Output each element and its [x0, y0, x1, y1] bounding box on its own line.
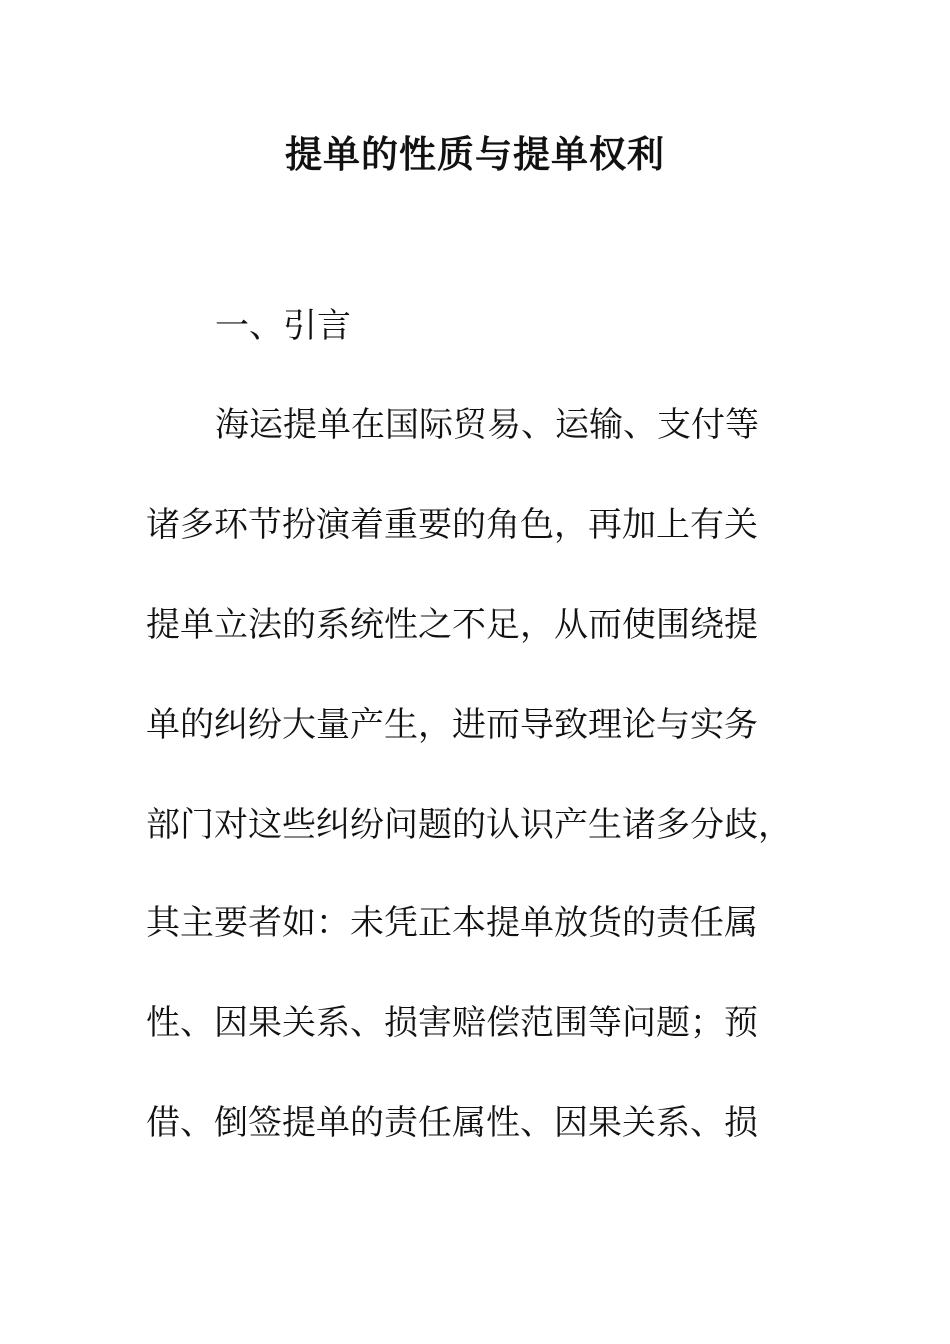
paragraph-line: 海运提单在国际贸易、运输、支付等 — [215, 405, 759, 445]
paragraph-line: 性、因果关系、损害赔偿范围等问题；预 — [146, 1003, 758, 1043]
paragraph-line: 诸多环节扮演着重要的角色，再加上有关 — [146, 505, 758, 545]
paragraph-line: 单的纠纷大量产生，进而导致理论与实务 — [146, 705, 758, 745]
paragraph-line: 提单立法的系统性之不足，从而使围绕提 — [146, 605, 758, 645]
document-title: 提单的性质与提单权利 — [285, 132, 665, 176]
section-heading: 一、引言 — [215, 306, 351, 346]
paragraph-line: 部门对这些纠纷问题的认识产生诸多分歧， — [146, 805, 792, 845]
paragraph-line: 其主要者如：未凭正本提单放货的责任属 — [146, 903, 758, 943]
paragraph-line: 借、倒签提单的责任属性、因果关系、损 — [146, 1103, 758, 1143]
